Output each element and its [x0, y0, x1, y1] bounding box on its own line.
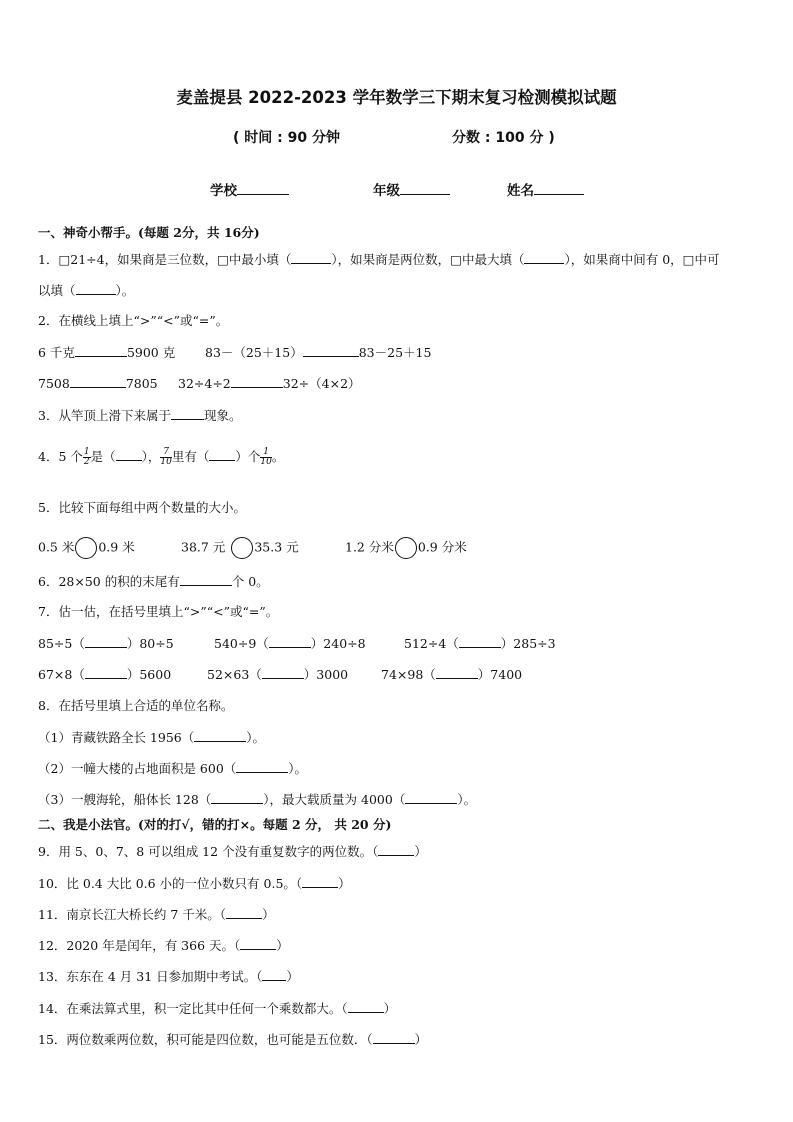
q6-text: 个 0。	[231, 574, 269, 589]
q4-blank-2[interactable]	[209, 448, 235, 461]
name-blank[interactable]	[534, 182, 584, 195]
q4-text: ）个	[235, 449, 261, 464]
q2-row-1	[38, 344, 175, 361]
grade-field	[373, 182, 450, 199]
question-5: 5．比较下面每组中两个数量的大小。	[38, 500, 246, 515]
q2-row-2	[38, 375, 158, 392]
question-4	[38, 448, 284, 467]
q8-text: （2）一幢大楼的占地面积是 600（	[38, 761, 237, 776]
q5-value: 0.5 米	[38, 539, 75, 555]
q5-item-a	[38, 537, 135, 559]
compare-circle[interactable]	[395, 537, 417, 559]
q8-blank[interactable]	[194, 729, 246, 742]
q7-blank[interactable]	[269, 635, 311, 648]
fraction-numerator: 1	[260, 448, 271, 458]
question-11	[38, 906, 275, 923]
q2-item: 6 千克	[38, 345, 75, 360]
question-6	[38, 573, 269, 590]
q1-text: 1．□21÷4，如果商是三位数，□中最小填（	[38, 252, 292, 267]
tf-text: 12．2020 年是闰年，有 366 天。（	[38, 938, 241, 953]
grade-label: 年级	[373, 183, 400, 199]
q2-blank[interactable]	[231, 375, 283, 388]
q4-text: 4．5 个	[38, 449, 83, 464]
q7-blank[interactable]	[436, 666, 478, 679]
school-label: 学校	[210, 183, 237, 199]
tf-blank[interactable]	[240, 937, 276, 950]
q8-text: ）。	[288, 761, 308, 776]
q3-text: 3．从竿顶上滑下来属于	[38, 408, 171, 423]
section2-heading: 二、我是小法官。(对的打√，错的打×。每题 2 分， 共 20 分)	[38, 817, 392, 832]
q6-text: 6．28×50 的积的末尾有	[38, 574, 180, 589]
tf-text: ）	[276, 938, 289, 953]
question-15	[38, 1031, 427, 1048]
q7-text: 85÷5（	[38, 636, 85, 651]
tf-text: 10．比 0.4 大比 0.6 小的一位小数只有 0.5。（	[38, 876, 303, 891]
tf-text: ）	[383, 1001, 397, 1016]
question-1-cont	[38, 282, 134, 299]
q2-item: 5900 克	[126, 345, 176, 360]
tf-blank[interactable]	[348, 1000, 384, 1013]
q2-item: 83－（25＋15）	[205, 345, 303, 360]
compare-circle[interactable]	[75, 537, 97, 559]
q1-text: ）。	[115, 283, 135, 298]
q6-blank[interactable]	[180, 573, 232, 586]
q7-text: ）7400	[477, 667, 523, 682]
q2-blank[interactable]	[303, 344, 359, 357]
question-10	[38, 875, 351, 892]
q8-text: （3）一艘海轮，船体长 128（	[38, 792, 212, 807]
q2-blank[interactable]	[70, 375, 126, 388]
tf-text: 14．在乘法算式里，积一定比其中任何一个乘数都大。（	[38, 1001, 348, 1016]
school-blank[interactable]	[237, 182, 289, 195]
q7-item	[404, 635, 556, 652]
question-1	[38, 251, 719, 268]
q7-item	[381, 666, 522, 683]
q7-item	[38, 635, 174, 652]
q2-row-1b	[205, 344, 431, 361]
tf-text: 15．两位数乘两位数，积可能是四位数，也可能是五位数．（	[38, 1032, 373, 1047]
question-7: 7．估一估，在括号里填上“>”“<”或“=”。	[38, 604, 279, 619]
q2-blank[interactable]	[75, 344, 127, 357]
q5-value: 35.3 元	[254, 539, 299, 555]
q4-text: 里有（	[171, 449, 210, 464]
name-field	[507, 182, 584, 199]
exam-score: 分数 : 100 分 )	[452, 130, 555, 146]
exam-time: ( 时间 : 90 分钟	[233, 130, 340, 146]
tf-text: 11．南京长江大桥长约 7 千米。（	[38, 907, 227, 922]
q2-item: 32÷4÷2	[178, 376, 231, 391]
fraction-1-10	[260, 448, 271, 467]
q5-value: 38.7 元	[181, 539, 226, 555]
fraction-numerator: 1	[83, 447, 90, 457]
tf-blank[interactable]	[262, 968, 286, 981]
q3-blank[interactable]	[171, 407, 204, 420]
q8-text: ）。	[457, 792, 477, 807]
page-title: 麦盖提县 2022-2023 学年数学三下期末复习检测模拟试题	[176, 88, 617, 107]
q7-blank[interactable]	[85, 666, 127, 679]
q7-text: 52×63（	[207, 667, 262, 682]
q4-text: 是（	[90, 449, 116, 464]
q7-text: ）240÷8	[310, 636, 366, 651]
fraction-denominator: 10	[160, 457, 172, 467]
tf-text: 9．用 5、0、7、8 可以组成 12 个没有重复数字的两位数。（	[38, 844, 379, 859]
q5-value: 1.2 分米	[345, 539, 394, 555]
fraction-1-2	[83, 448, 91, 467]
q7-text: 512÷4（	[404, 636, 459, 651]
q2-row-2b	[178, 375, 361, 392]
q2-item: 83－25＋15	[358, 345, 432, 360]
q7-text: ）5600	[126, 667, 172, 682]
name-label: 姓名	[507, 183, 534, 199]
question-13	[38, 968, 299, 985]
q8-item-1	[38, 729, 265, 746]
q7-text: 74×98（	[381, 667, 436, 682]
tf-text: ）	[262, 907, 275, 922]
question-14	[38, 1000, 396, 1017]
q1-text: 以填（	[38, 283, 76, 298]
q2-item: 7805	[125, 376, 158, 391]
q7-blank[interactable]	[262, 666, 304, 679]
q8-text: （1）青藏铁路全长 1956（	[38, 730, 195, 745]
q1-blank-1[interactable]	[291, 251, 331, 264]
q7-item	[207, 666, 348, 683]
q4-text: ），	[141, 449, 161, 464]
q3-text: 现象。	[203, 408, 242, 423]
q7-item	[214, 635, 366, 652]
q7-text: ）80÷5	[126, 636, 174, 651]
fraction-denominator: 2	[83, 457, 90, 467]
q8-blank[interactable]	[405, 791, 457, 804]
q2-item: 7508	[38, 376, 70, 391]
tf-blank[interactable]	[302, 875, 338, 888]
q1-blank-3[interactable]	[76, 282, 116, 295]
q7-item	[38, 666, 171, 683]
fraction-7-10	[160, 448, 171, 467]
fraction-denominator: 10	[260, 457, 272, 467]
tf-text: ）	[338, 876, 351, 891]
tf-blank[interactable]	[378, 843, 414, 856]
q4-text: 。	[271, 449, 285, 464]
tf-text: ）	[286, 969, 299, 984]
q8-text: ）。	[246, 730, 266, 745]
q2-item: 32÷（4×2）	[282, 376, 361, 391]
question-3	[38, 407, 241, 424]
q7-text: 67×8（	[38, 667, 85, 682]
q5-value: 0.9 分米	[417, 539, 467, 555]
q7-blank[interactable]	[459, 635, 501, 648]
question-12	[38, 937, 289, 954]
q5-item-b	[181, 537, 299, 559]
question-2: 2．在横线上填上“>”“<”或“=”。	[38, 313, 229, 328]
q7-blank[interactable]	[85, 635, 127, 648]
q7-text: ）285÷3	[500, 636, 556, 651]
q7-text: 540÷9（	[214, 636, 269, 651]
fraction-numerator: 7	[160, 448, 171, 458]
q4-blank-1[interactable]	[116, 448, 142, 461]
question-8: 8．在括号里填上合适的单位名称。	[38, 698, 234, 713]
grade-blank[interactable]	[400, 182, 450, 195]
q1-text: ），如果商中间有 0，□中可	[564, 252, 720, 267]
school-field	[210, 182, 289, 199]
q1-text: ），如果商是两位数，□中最大填（	[331, 252, 525, 267]
section1-heading: 一、神奇小帮手。(每题 2分，共 16分)	[38, 225, 260, 240]
q8-blank[interactable]	[236, 760, 288, 773]
tf-text: 13．东东在 4 月 31 日参加期中考试。（	[38, 969, 263, 984]
q8-text: ），最大载质量为 4000（	[263, 792, 406, 807]
tf-text: ）	[414, 844, 427, 859]
question-9	[38, 843, 427, 860]
q5-value: 0.9 米	[98, 539, 135, 555]
q7-text: ）3000	[303, 667, 349, 682]
q8-item-3	[38, 791, 476, 808]
tf-text: ）	[414, 1032, 428, 1047]
tf-blank[interactable]	[226, 906, 262, 919]
q8-item-2	[38, 760, 307, 777]
q5-item-c	[345, 537, 467, 559]
tf-blank[interactable]	[373, 1031, 415, 1044]
compare-circle[interactable]	[231, 537, 253, 559]
q1-blank-2[interactable]	[524, 251, 564, 264]
q8-blank[interactable]	[211, 791, 263, 804]
